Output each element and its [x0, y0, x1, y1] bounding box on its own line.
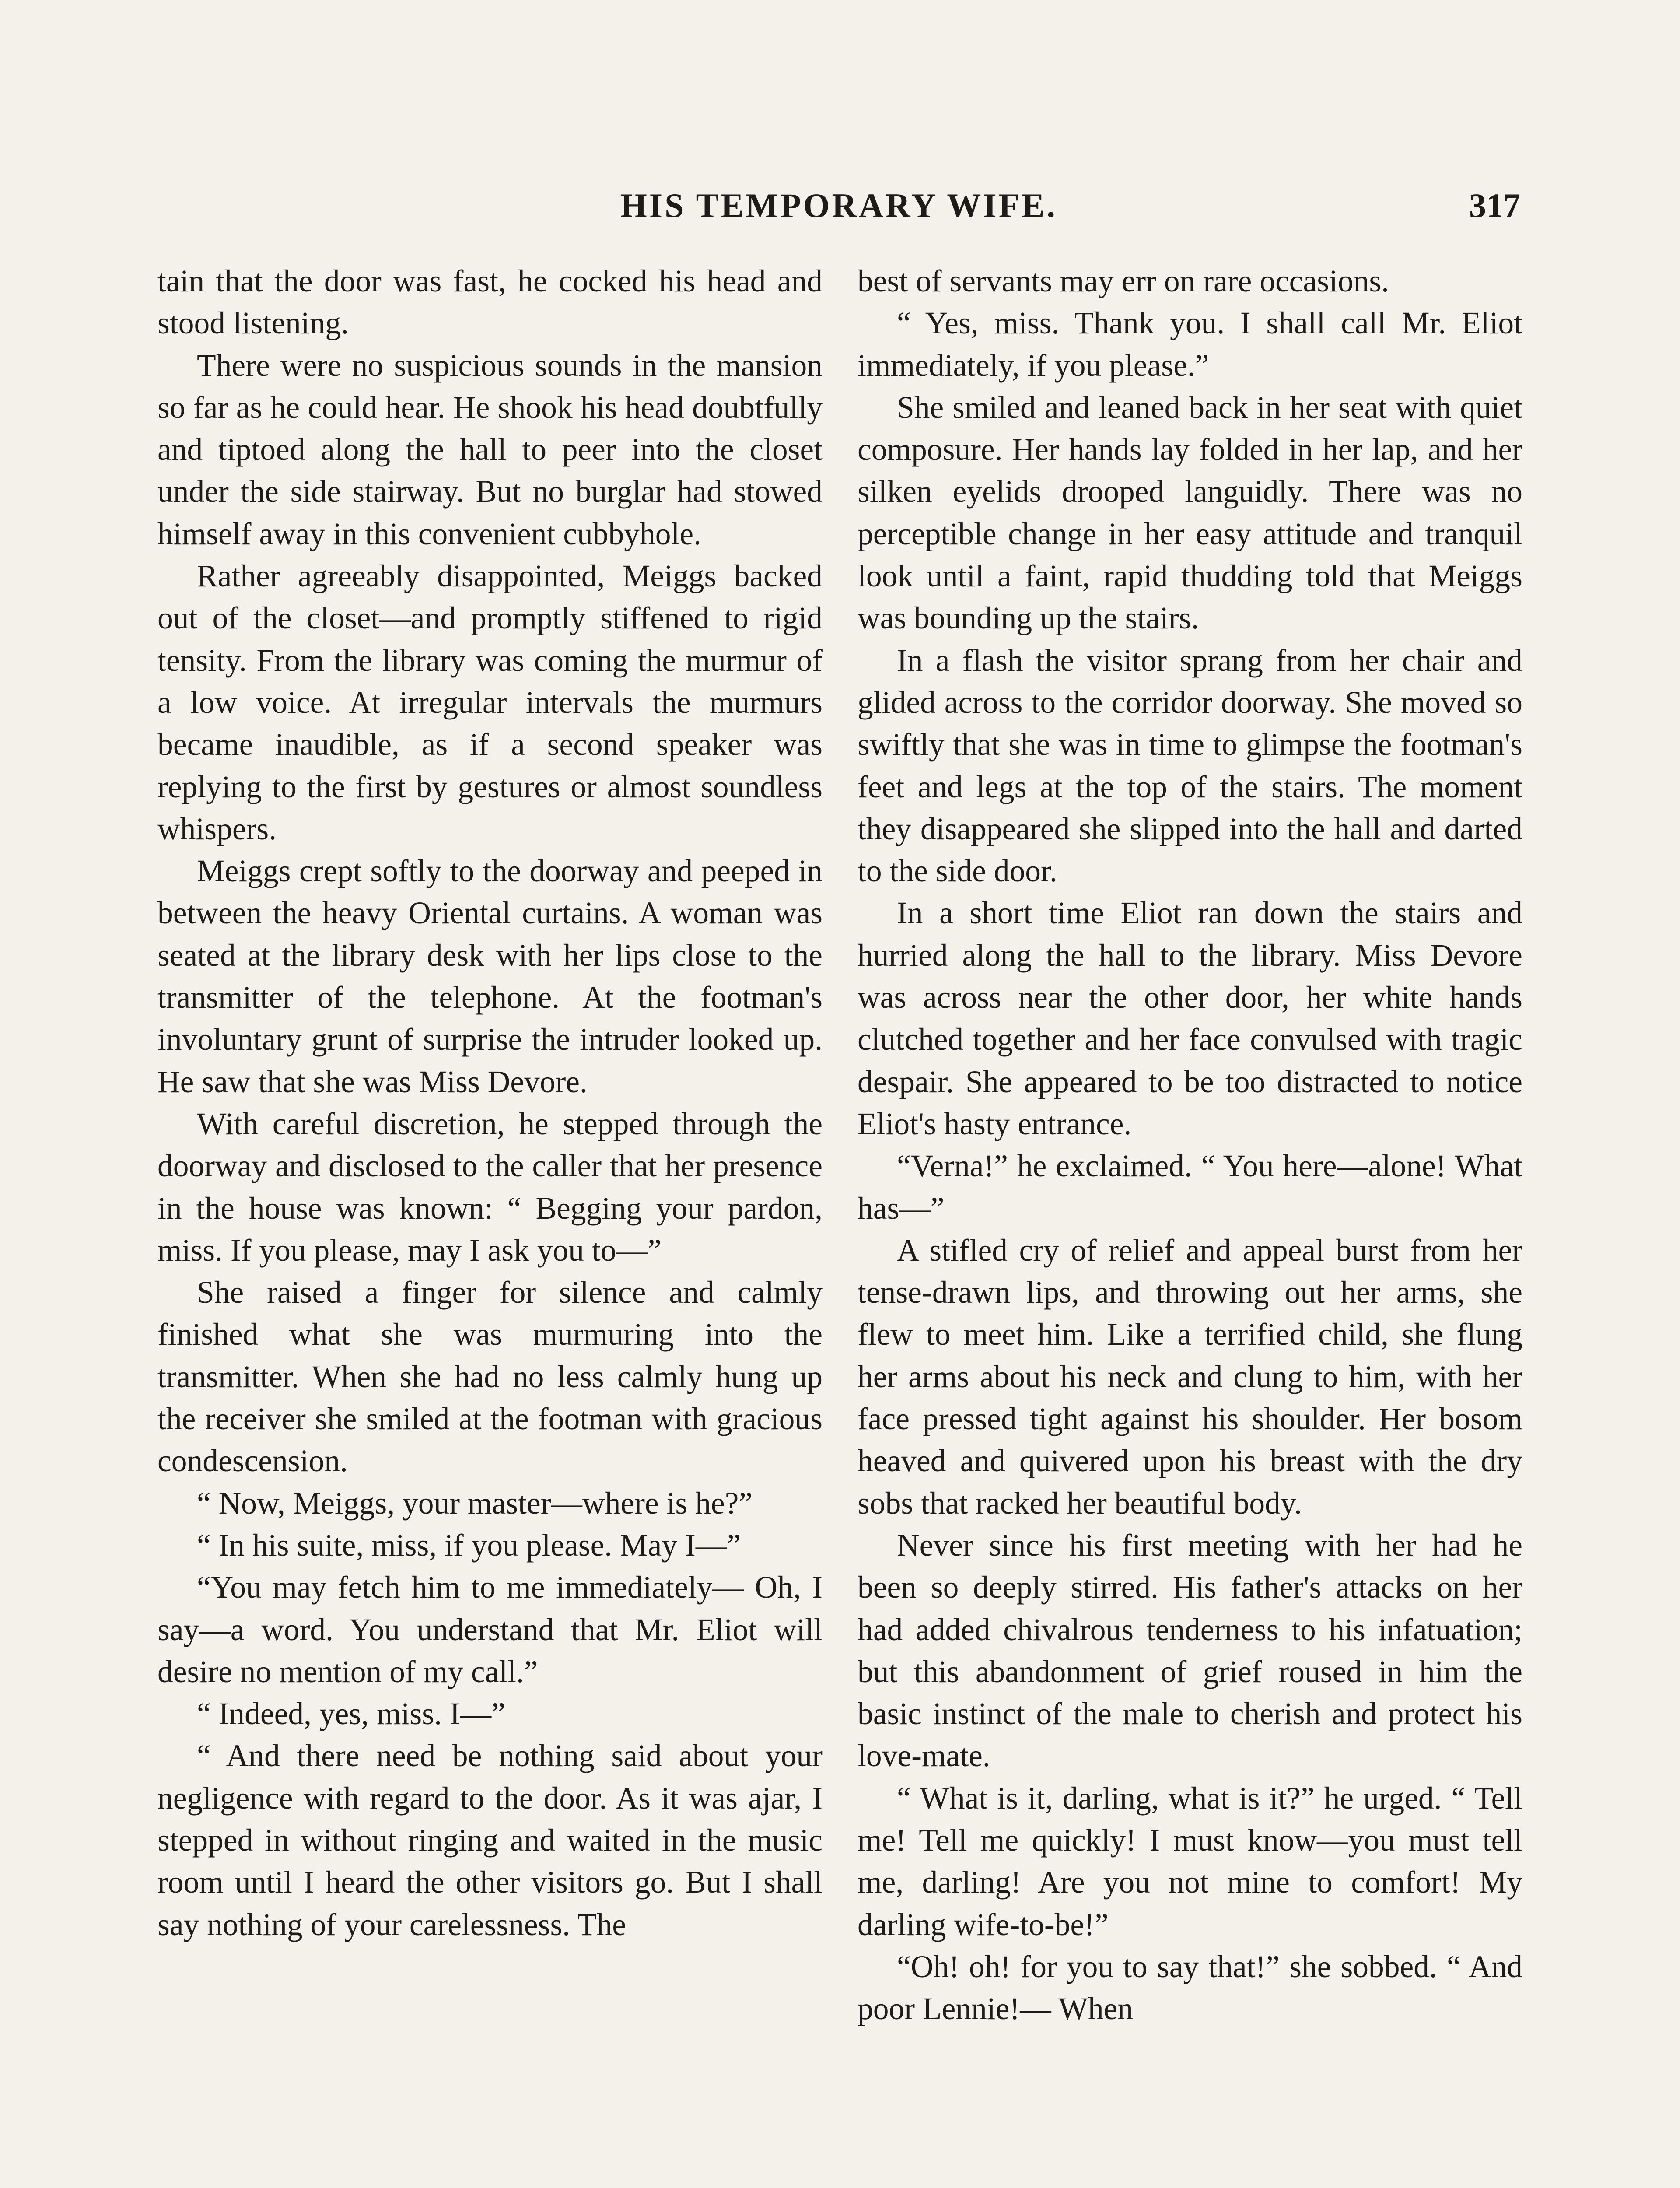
- paragraph: Never since his first meeting with her had he been so deeply stirred. His father's attacks on her had added chivalrous tenderness to his infatuation; but this abandonment of grief roused in him the basic instinct of the male to cherish and protect his love-mate.: [858, 1528, 1522, 1774]
- page-number: 317: [1469, 186, 1520, 224]
- running-title: HIS TEMPORARY WIFE.: [620, 186, 1057, 224]
- paragraph: “Oh! oh! for you to say that!” she sobbed. “ And poor Lennie!— When: [858, 1949, 1522, 2027]
- paragraph: “ What is it, darling, what is it?” he urged. “ Tell me! Tell me quickly! I must know—you must tell me, darling! Are you not mine to comfort! My darling wife-to-be!”: [858, 1781, 1522, 1942]
- paragraph: “ And there need be nothing said about your negligence with regard to the door. As it was ajar, I stepped in without ringing and waited in the music room until I heard the other visitors go. But I shall say nothing of your carelessness. The: [158, 1739, 822, 1942]
- paragraph: “ Indeed, yes, miss. I—”: [197, 1697, 505, 1732]
- paragraph: “ In his suite, miss, if you please. May I—”: [197, 1528, 741, 1563]
- right-column: [858, 260, 1522, 2030]
- paragraph: Rather agreeably disappointed, Meiggs backed out of the closet—and promptly stiffened to rigid tensity. From the library was coming the murmur of a low voice. At irregular intervals the murmurs became inaudible, as if a second speaker was replying to the first by gestures or almost soundless whispers.: [158, 559, 822, 846]
- paragraph: In a flash the visitor sprang from her chair and glided across to the corridor doorway. She moved so swiftly that she was in time to glimpse the footman's feet and legs at the top of the stairs. The moment they disappeared she slipped into the hall and darted to the side door.: [858, 643, 1522, 889]
- paragraph: She smiled and leaned back in her seat with quiet composure. Her hands lay folded in her lap, and her silken eyelids drooped languidly. There was no perceptible change in her easy attitude and tranquil look until a faint, rapid thudding told that Meiggs was bounding up the stairs.: [858, 390, 1522, 636]
- paragraph: “Verna!” he exclaimed. “ You here—alone! What has—”: [858, 1149, 1522, 1226]
- paragraph: tain that the door was fast, he cocked his head and stood listening.: [158, 264, 822, 341]
- paragraph: In a short time Eliot ran down the stairs and hurried along the hall to the library. Miss Devore was across near the other door, her white hands clutched together and her face convulsed with tragic despair. She appeared to be too distracted to notice Eliot's hasty entrance.: [858, 896, 1522, 1141]
- paragraph: A stifled cry of relief and appeal burst from her tense-drawn lips, and throwing out her arms, she flew to meet him. Like a terrified child, she flung her arms about his neck and clung to him, with her face pressed tight against his shoulder. Her bosom heaved and quivered upon his breast with the dry sobs that racked her beautiful body.: [858, 1233, 1522, 1521]
- paragraph: There were no suspicious sounds in the mansion so far as he could hear. He shook his head doubtfully and tiptoed along the hall to peer into the closet under the side stairway. But no burglar had stowed himself away in this convenient cubbyhole.: [158, 348, 822, 551]
- left-column: [158, 260, 822, 1946]
- paragraph: “You may fetch him to me immediately— Oh, I say—a word. You understand that Mr. Eliot will desire no mention of my call.”: [158, 1570, 822, 1689]
- paragraph: She raised a finger for silence and calmly finished what she was murmuring into the transmitter. When she had no less calmly hung up the receiver she smiled at the footman with gracious condescension.: [158, 1275, 822, 1479]
- paragraph: With careful discretion, he stepped through the doorway and disclosed to the caller that her presence in the house was known: “ Begging your pardon, miss. If you please, may I ask you to—”: [158, 1106, 822, 1268]
- page-header: [158, 186, 1520, 234]
- paragraph: “ Yes, miss. Thank you. I shall call Mr. Eliot immediately, if you please.”: [858, 306, 1522, 383]
- paragraph: best of servants may err on rare occasions.: [858, 264, 1390, 298]
- paragraph: Meiggs crept softly to the doorway and peeped in between the heavy Oriental curtains. A woman was seated at the library desk with her lips close to the transmitter of the telephone. At the footman's involuntary grunt of surprise the intruder looked up. He saw that she was Miss Devore.: [158, 854, 822, 1099]
- paragraph: “ Now, Meiggs, your master—where is he?”: [197, 1486, 753, 1521]
